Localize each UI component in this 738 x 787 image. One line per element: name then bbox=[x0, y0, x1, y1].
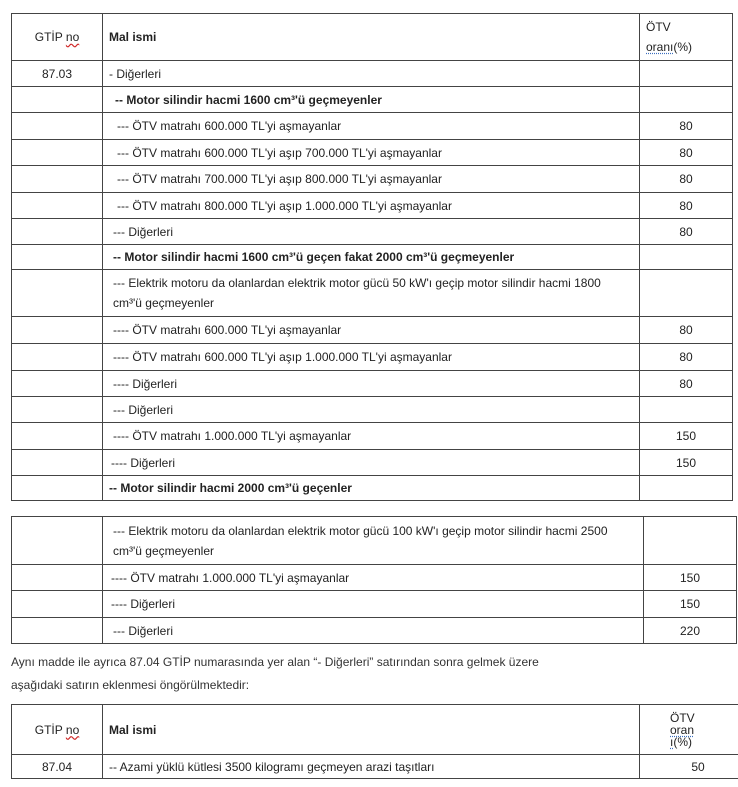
otv-header-line2 bbox=[646, 37, 726, 57]
mal-ismi-cell: --- Diğerleri bbox=[103, 397, 640, 423]
gtip-code-cell: 87.03 bbox=[12, 61, 103, 87]
mal-ismi-cell: -- Motor silindir hacmi 2000 cm³'ü geçenler bbox=[103, 476, 640, 501]
gtip-code-cell bbox=[12, 193, 103, 219]
mal-ismi-cell: --- ÖTV matrahı 600.000 TL'yi aşmayanlar bbox=[103, 113, 640, 140]
otv-rate-header bbox=[640, 705, 738, 755]
table-row bbox=[12, 371, 733, 397]
otv-rate-table-continued bbox=[11, 516, 737, 644]
otv-header-line3 bbox=[670, 736, 738, 748]
otv-header-percent: (%) bbox=[673, 40, 693, 54]
gtip-code-cell bbox=[12, 317, 103, 344]
mal-ismi-line1: --- Elektrik motoru da olanlardan elektrik motor gücü 100 kW'ı geçip motor silindir hacmi 2500 bbox=[113, 523, 608, 538]
rate-cell bbox=[640, 476, 733, 501]
table-header-row bbox=[12, 705, 738, 755]
table-row bbox=[12, 61, 733, 87]
table-header-row bbox=[12, 14, 733, 61]
rate-cell bbox=[640, 397, 733, 423]
otv-rate-table-87-03 bbox=[11, 13, 733, 501]
otv-header-line2: oran bbox=[670, 722, 695, 737]
mal-ismi-line2: cm³'ü geçmeyenler bbox=[113, 296, 214, 310]
gtip-code-cell bbox=[12, 565, 103, 591]
mal-ismi-cell bbox=[103, 517, 644, 565]
gtip-code-cell bbox=[12, 371, 103, 397]
gtip-code-cell bbox=[12, 618, 103, 644]
table-row bbox=[12, 140, 733, 166]
rate-cell: 80 bbox=[640, 317, 733, 344]
table-row bbox=[12, 565, 737, 591]
otv-rate-table-87-04 bbox=[11, 704, 738, 779]
mal-ismi-cell: --- ÖTV matrahı 800.000 TL'yi aşıp 1.000.000 TL'yi aşmayanlar bbox=[103, 193, 640, 219]
gtip-no-header bbox=[12, 705, 103, 755]
mal-ismi-cell: - Diğerleri bbox=[103, 61, 640, 87]
mal-ismi-header: Mal ismi bbox=[103, 705, 640, 755]
mal-ismi-cell: -- Azami yüklü kütlesi 3500 kilogramı geçmeyen arazi taşıtları bbox=[103, 755, 640, 779]
table-row bbox=[12, 219, 733, 245]
otv-header-i: ı bbox=[670, 734, 674, 749]
table-row bbox=[12, 397, 733, 423]
rate-cell: 150 bbox=[644, 565, 737, 591]
mal-ismi-line2: cm³'ü geçmeyenler bbox=[113, 543, 214, 558]
table-row bbox=[12, 618, 737, 644]
mal-ismi-cell: ---- ÖTV matrahı 600.000 TL'yi aşmayanlar bbox=[103, 317, 640, 344]
mal-ismi-cell: --- ÖTV matrahı 700.000 TL'yi aşıp 800.000 TL'yi aşmayanlar bbox=[103, 166, 640, 193]
rate-cell bbox=[640, 87, 733, 113]
rate-cell bbox=[640, 270, 733, 317]
table-row bbox=[12, 317, 733, 344]
rate-cell: 80 bbox=[640, 166, 733, 193]
table-row bbox=[12, 476, 733, 501]
table-row bbox=[12, 591, 737, 618]
mal-ismi-line1: --- Elektrik motoru da olanlardan elektrik motor gücü 50 kW'ı geçip motor silindir hacmi 1800 bbox=[113, 276, 601, 290]
table-row bbox=[12, 423, 733, 450]
mal-ismi-cell: --- Diğerleri bbox=[103, 618, 644, 644]
otv-header-orani: oranı bbox=[646, 40, 674, 54]
table-row bbox=[12, 755, 738, 779]
otv-header-line1: ÖTV bbox=[646, 20, 671, 34]
gtip-code-cell: 87.04 bbox=[12, 755, 103, 779]
rate-cell bbox=[640, 245, 733, 270]
mal-ismi-header: Mal ismi bbox=[103, 14, 640, 61]
otv-header-percent: (%) bbox=[673, 734, 693, 749]
rate-cell: 80 bbox=[640, 219, 733, 245]
mal-ismi-cell: ---- Diğerleri bbox=[103, 371, 640, 397]
table-row bbox=[12, 517, 737, 565]
gtip-code-cell bbox=[12, 87, 103, 113]
gtip-code-cell bbox=[12, 450, 103, 476]
mal-ismi-cell: ---- Diğerleri bbox=[103, 450, 640, 476]
gtip-code-cell bbox=[12, 245, 103, 270]
gtip-code-cell bbox=[12, 423, 103, 450]
rate-cell: 50 bbox=[640, 755, 738, 779]
rate-cell: 80 bbox=[640, 344, 733, 371]
gtip-no-suffix: no bbox=[65, 30, 80, 44]
gtip-code-cell bbox=[12, 591, 103, 618]
mal-ismi-cell: --- Diğerleri bbox=[103, 219, 640, 245]
gtip-header-text: GTİP bbox=[34, 30, 63, 44]
gtip-header-text: GTİP bbox=[34, 722, 63, 737]
gtip-code-cell bbox=[12, 344, 103, 371]
gtip-code-cell bbox=[12, 166, 103, 193]
rate-cell: 80 bbox=[640, 371, 733, 397]
table-row bbox=[12, 193, 733, 219]
otv-rate-header bbox=[640, 14, 733, 61]
gtip-code-cell bbox=[12, 270, 103, 317]
rate-cell bbox=[644, 517, 737, 565]
mal-ismi-cell: ---- Diğerleri bbox=[103, 591, 644, 618]
table-row bbox=[12, 344, 733, 371]
rate-cell bbox=[640, 61, 733, 87]
paragraph-line1: Aynı madde ile ayrıca 87.04 GTİP numarasında yer alan “- Diğerleri” satırından sonra gelmek üzere bbox=[11, 655, 539, 669]
mal-ismi-cell: ---- ÖTV matrahı 1.000.000 TL'yi aşmayanlar bbox=[103, 423, 640, 450]
rate-cell: 220 bbox=[644, 618, 737, 644]
mal-ismi-cell: --- ÖTV matrahı 600.000 TL'yi aşıp 700.000 TL'yi aşmayanlar bbox=[103, 140, 640, 166]
gtip-code-cell bbox=[12, 113, 103, 140]
amendment-paragraph bbox=[11, 651, 731, 697]
mal-ismi-cell: -- Motor silindir hacmi 1600 cm³'ü geçmeyenler bbox=[103, 87, 640, 113]
gtip-code-cell bbox=[12, 517, 103, 565]
gtip-code-cell bbox=[12, 476, 103, 501]
mal-ismi-cell bbox=[103, 270, 640, 317]
otv-header-line1: ÖTV bbox=[670, 710, 695, 725]
paragraph-line2: aşağıdaki satırın eklenmesi öngörülmektedir: bbox=[11, 678, 250, 692]
table-row bbox=[12, 166, 733, 193]
gtip-no-header bbox=[12, 14, 103, 61]
rate-cell: 150 bbox=[640, 423, 733, 450]
rate-cell: 150 bbox=[640, 450, 733, 476]
mal-ismi-cell: ---- ÖTV matrahı 600.000 TL'yi aşıp 1.000.000 TL'yi aşmayanlar bbox=[103, 344, 640, 371]
mal-ismi-cell: ---- ÖTV matrahı 1.000.000 TL'yi aşmayanlar bbox=[103, 565, 644, 591]
gtip-code-cell bbox=[12, 219, 103, 245]
gtip-no-suffix: no bbox=[65, 722, 80, 737]
rate-cell: 80 bbox=[640, 140, 733, 166]
table-row bbox=[12, 87, 733, 113]
rate-cell: 80 bbox=[640, 113, 733, 140]
table-row bbox=[12, 270, 733, 317]
rate-cell: 150 bbox=[644, 591, 737, 618]
gtip-code-cell bbox=[12, 140, 103, 166]
rate-cell: 80 bbox=[640, 193, 733, 219]
table-row bbox=[12, 245, 733, 270]
table-row bbox=[12, 450, 733, 476]
gtip-code-cell bbox=[12, 397, 103, 423]
table-row bbox=[12, 113, 733, 140]
mal-ismi-cell: -- Motor silindir hacmi 1600 cm³'ü geçen fakat 2000 cm³'ü geçmeyenler bbox=[103, 245, 640, 270]
